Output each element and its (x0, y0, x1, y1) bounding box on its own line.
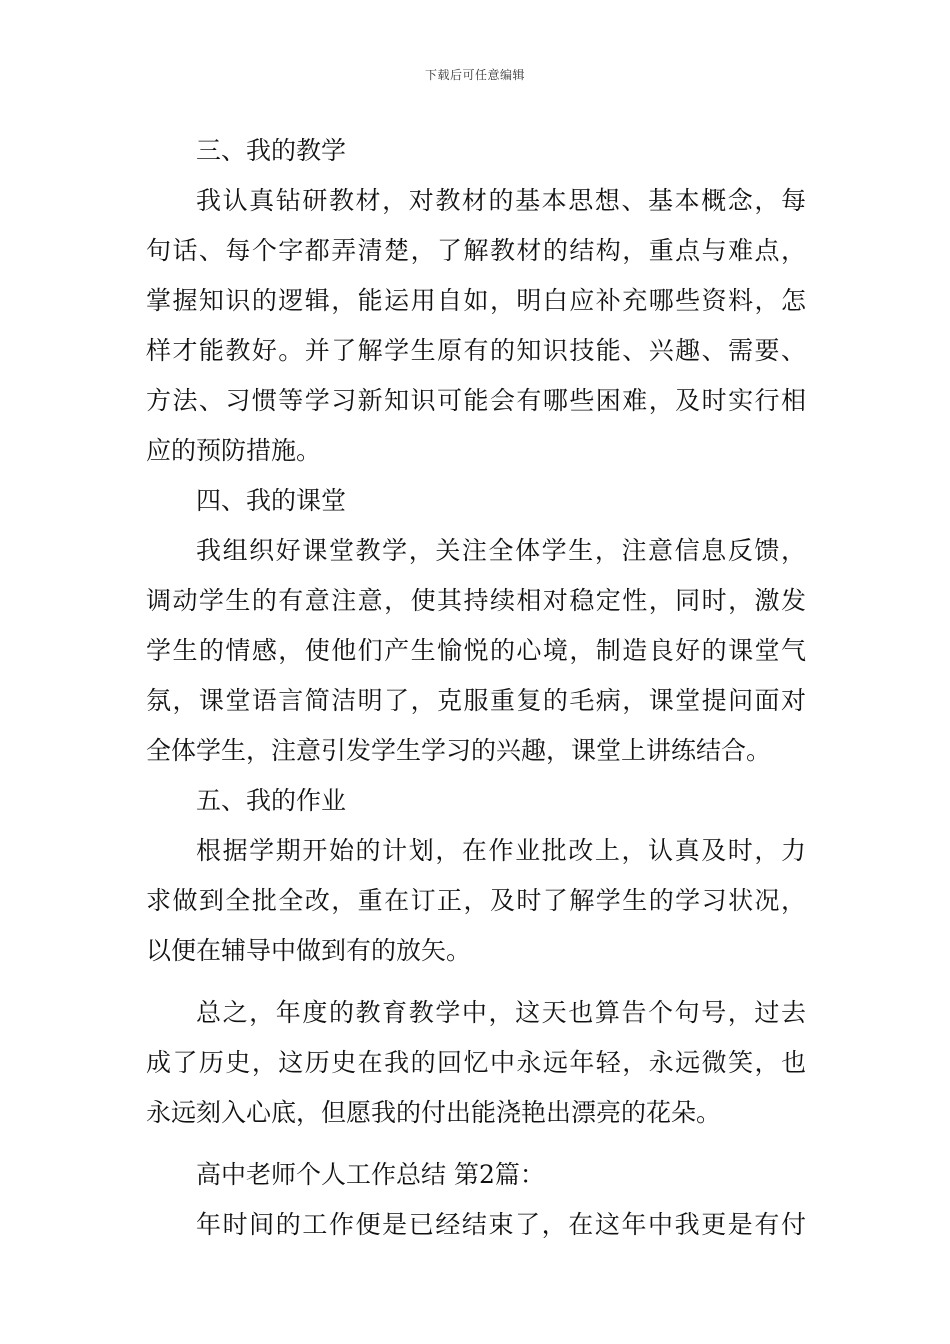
document-body (146, 126, 806, 1250)
section-paragraph-teaching (146, 176, 806, 476)
article-part-title: 高中老师个人工作总结 第2篇： (196, 1160, 545, 1189)
paragraph-line: 句话、每个字都弄清楚，了解教材的结构，重点与难点， (146, 236, 806, 265)
section-paragraph-homework (146, 826, 806, 976)
paragraph-spacer (146, 1138, 806, 1150)
paragraph-line: 样才能教好。并了解学生原有的知识技能、兴趣、需要、 (146, 336, 806, 365)
paragraph-line: 掌握知识的逻辑，能运用自如，明白应补充哪些资料，怎 (146, 286, 806, 315)
paragraph-line: 求做到全批全改，重在订正，及时了解学生的学习状况， (146, 886, 806, 915)
page-header: 下载后可任意编辑 (424, 68, 525, 82)
paragraph-line: 我组织好课堂教学，关注全体学生，注意信息反馈， (196, 536, 806, 565)
paragraph-line: 以便在辅导中做到有的放矢。 (146, 936, 472, 965)
paragraph-line: 调动学生的有意注意，使其持续相对稳定性，同时，激发 (146, 586, 806, 615)
section-heading-homework: 五、我的作业 (196, 786, 347, 815)
section-heading-classroom: 四、我的课堂 (196, 486, 347, 515)
section-paragraph-classroom (146, 526, 806, 776)
conclusion-paragraph (146, 988, 806, 1138)
paragraph-line: 年时间的工作便是已经结束了，在这年中我更是有付 (196, 1210, 806, 1239)
paragraph-line: 应的预防措施。 (146, 436, 322, 465)
paragraph-line: 根据学期开始的计划，在作业批改上，认真及时，力 (196, 836, 806, 865)
paragraph-line: 总之，年度的教育教学中，这天也算告个句号，过去 (196, 998, 806, 1027)
paragraph-spacer (146, 976, 806, 988)
paragraph-line: 永远刻入心底，但愿我的付出能浇艳出漂亮的花朵。 (146, 1098, 722, 1127)
paragraph-line: 方法、习惯等学习新知识可能会有哪些困难，及时实行相 (146, 386, 806, 415)
paragraph-line: 学生的情感，使他们产生愉悦的心境，制造良好的课堂气 (146, 636, 806, 665)
paragraph-line: 氛，课堂语言简洁明了，克服重复的毛病，课堂提问面对 (146, 686, 806, 715)
paragraph-line: 我认真钻研教材，对教材的基本思想、基本概念，每 (196, 186, 806, 215)
paragraph-line: 成了历史，这历史在我的回忆中永远年轻，永远微笑，也 (146, 1048, 806, 1077)
paragraph-line: 全体学生，注意引发学生学习的兴趣，课堂上讲练结合。 (146, 736, 772, 765)
part2-paragraph (146, 1200, 806, 1250)
section-heading-teaching: 三、我的教学 (196, 136, 347, 165)
